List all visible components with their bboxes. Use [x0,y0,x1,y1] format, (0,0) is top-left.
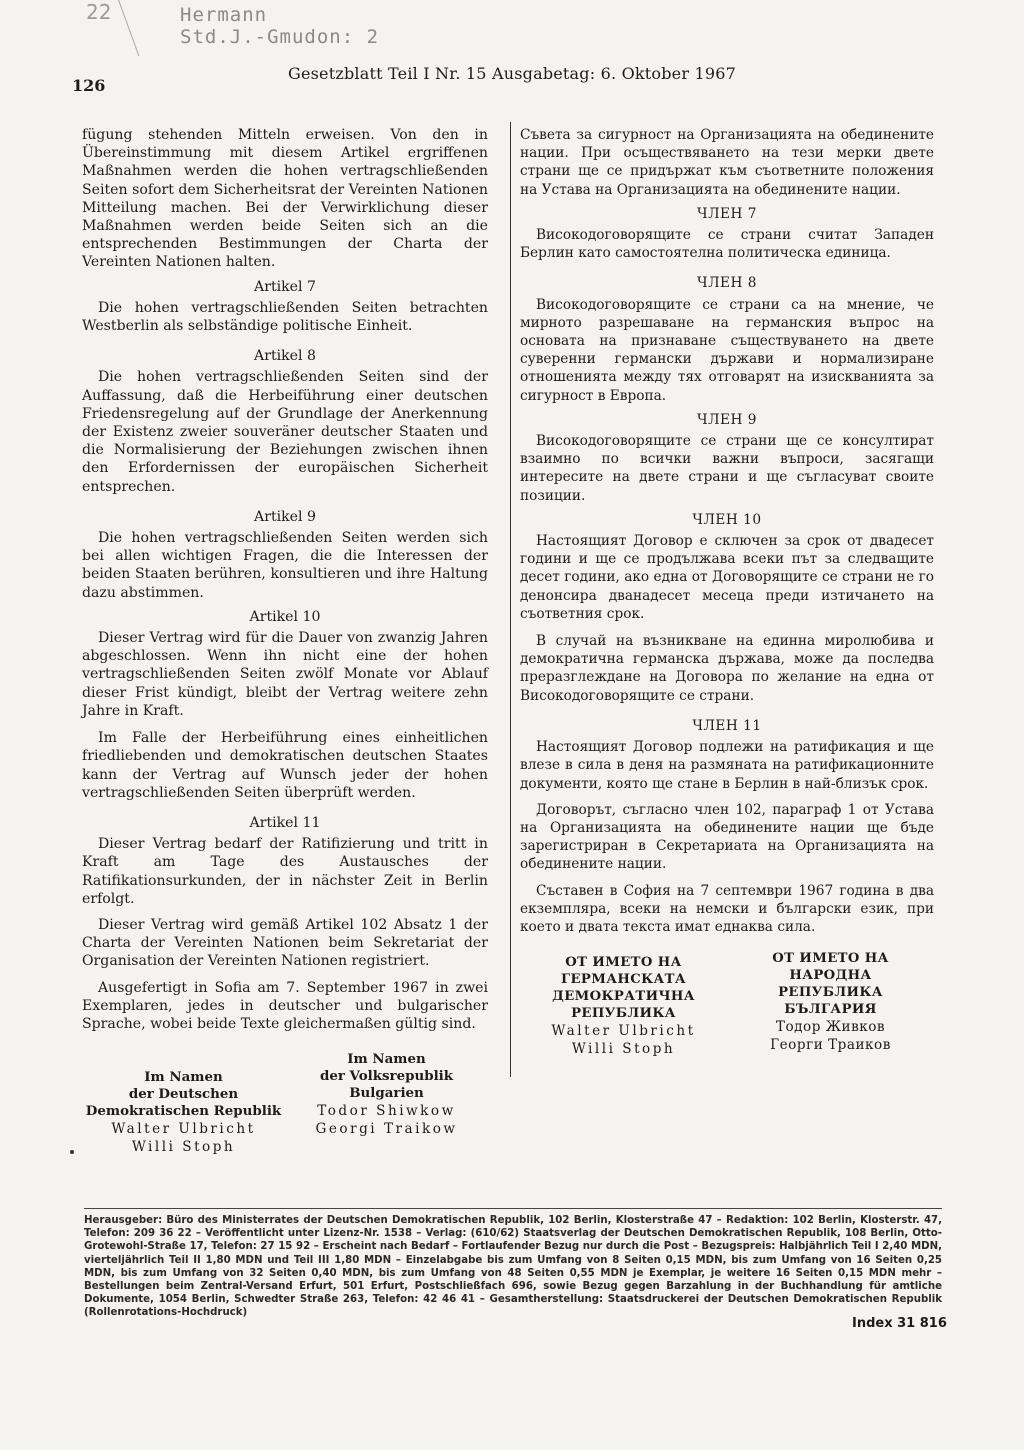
handwritten-corner-number: 22 [86,0,112,24]
handwritten-line-1: Hermann [180,4,268,26]
handwritten-annotation [180,4,379,48]
signature-block [520,950,934,1058]
german-column [82,126,488,1156]
paragraph: В случай на възникване на единна миролюбива и демократична германска държава, може да последва преразглеждане на Договора по желание на една от Високодоговорящите се страни. [520,633,934,704]
signatory-name: Willi Stoph [571,1041,676,1058]
article-heading: Artikel 10 [249,608,321,625]
article-heading: ЧЛЕН 7 [697,205,757,222]
column-divider [510,122,511,1077]
signature-gdr [520,950,727,1058]
paragraph: Съвета за сигурност на Организацията на обединените нации. При осъществяването на тези мерки двете страни ще се придържат към съответните положения на Устава на Организацията на обединените нации. [520,127,934,198]
article-heading: Artikel 7 [254,278,316,295]
signature-heading: Im Namen [347,1051,426,1068]
paragraph: Ausgefertigt in Sofia am 7. September 1967 in zwei Exemplaren, jedes in deutscher und bulgarischer Sprache, wobei beide Texte gleichermaßen gültig sind. [82,979,488,1032]
article-heading: ЧЛЕН 9 [697,411,757,428]
article-heading: Artikel 9 [254,508,316,525]
article-heading: ЧЛЕН 8 [697,275,757,292]
paragraph: Dieser Vertrag wird gemäß Artikel 102 Absatz 1 der Charta der Vereinten Nationen beim Sekretariat der Organisation der Vereinten Nationen registriert. [82,916,488,970]
signatory-name: Willi Stoph [131,1139,236,1156]
signature-block [82,1051,488,1156]
paragraph: Die hohen vertragschließenden Seiten werden sich bei allen wichtigen Fragen, die die Interessen der beiden Staaten berühren, konsultieren und ihre Haltung dazu abstimmen. [82,530,488,601]
signature-heading: ОТ ИМЕТО НА [565,955,682,971]
paragraph: fügung stehenden Mitteln erweisen. Von den in Übereinstimmung mit diesem Artikel ergriffenen Maßnahmen werden die hohen vertragschließenden Seiten sofort dem Sicherheitsrat der Vereinten Nationen Mitteilung machen. Bei der Verwirklichung dieser Maßnahmen werden beide Seiten sich an die entsprechenden Bestimmungen der Charta der Vereinten Nationen halten. [82,127,488,271]
signature-heading: der Volksrepublik [319,1068,454,1085]
signatory-name: Тодор Живков [775,1019,886,1036]
signature-bulgaria [727,950,934,1058]
page-number: 126 [72,76,106,95]
article-heading: Artikel 8 [254,348,316,365]
paragraph: Dieser Vertrag bedarf der Ratifizierung und tritt in Kraft am Tage des Austausches der Ratifikationsurkunden, der in nächster Zeit in Berlin erfolgt. [82,836,488,907]
signatory-name: Walter Ulbricht [111,1121,256,1138]
paragraph: Съставен в София на 7 септември 1967 година в два екземпляра, всеки на немски и български език, при което и двата текста имат еднаква сила. [520,882,934,935]
article-heading: ЧЛЕН 11 [692,717,762,734]
paragraph: Договорът, съгласно член 102, параграф 1 от Устава на Организацията на обединените нации ще бъде зарегистриран в Секретариата на Организацията на обединените нации. [520,801,934,873]
signature-heading: РЕПУБЛИКА [778,985,883,1001]
signature-heading: der Deutschen [128,1086,239,1103]
paragraph: Високодоговорящите се страни считат Западен Берлин като самостоятелна политическа единица. [520,227,934,262]
signature-heading: Bulgarien [349,1085,424,1102]
signature-heading: Im Namen [144,1069,223,1086]
signatory-name: Walter Ulbricht [551,1023,696,1040]
article-heading: Artikel 11 [249,814,321,831]
signature-heading: Demokratischen Republik [85,1103,282,1120]
paragraph: Настоящият Договор е сключен за срок от двадесет години и ще се продължава всеки път за следващите десет години, ако една от Договорящите се страни не го денонсира дванадесет месеца преди изтичането на съответния срок. [520,533,934,622]
paragraph: Високодоговорящите се страни ще се консултират взаимно по всички важни въпроси, засягащи интересите на двете страни и ще съгласуват своите позиции. [520,433,934,504]
signature-heading: БЪЛГАРИЯ [784,1002,877,1018]
index-number: Index 31 816 [852,1316,947,1331]
signatory-name: Georgi Traikow [315,1121,458,1138]
signature-heading: ОТ ИМЕТО НА [772,951,889,967]
signature-heading: НАРОДНА [789,968,872,984]
signature-heading: ДЕМОКРАТИЧНА [552,989,695,1005]
pencil-stroke [118,0,139,56]
imprint-rule [84,1208,942,1209]
paragraph: Dieser Vertrag wird für die Dauer von zwanzig Jahren abgeschlossen. Wenn ihn nicht eine der hohen vertragschließenden Seiten zwölf Monate vor Ablauf dieser Frist kündigt, bleibt der Vertrag weitere zehn Jahre in Kraft. [82,630,488,719]
article-heading: ЧЛЕН 10 [692,511,762,528]
bulgarian-column [520,126,934,1058]
stray-dot [70,1150,74,1154]
handwritten-line-2: Std.J.-Gmudon: 2 [180,26,380,48]
paragraph: Високодоговорящите се страни са на мнение, че мирното разрешаване на германския въпрос на основата на признаване съществуването на двете суверенни германски държави и нормализиране отношенията между тях отговарят на изискванията за сигурност в Европа. [520,296,934,404]
publisher-imprint: Herausgeber: Büro des Ministerrates der Deutschen Demokratischen Republik, 102 Berlin, Klosterstraße 47 – Redaktion: 102 Berlin, Klosterstr. 47, Telefon: 209 36 22 – Veröffentlicht unter Lizenz-Nr. 1538 – Verlag: (610/62) Staatsverlag der Deutschen Demokratischen Republik, 108 Berlin, Otto-Grotewohl-Straße 17, Telefon: 27 15 92 – Erscheint nach Bedarf – Fortlaufender Bezug nur durch die Post – Bezugspreis: Halbjährlich Teil I 2,40 MDN, vierteljährlich Teil II 1,80 MDN und Teil III 1,80 MDN – Einzelabgabe bis zum Umfang von 8 Seiten 0,15 MDN, bis zum Umfang von 16 Seiten 0,25 MDN, bis zum Umfang von 32 Seiten 0,40 MDN, bis zum Umfang von 48 Seiten 0,55 MDN je Exemplar, je weitere 16 Seiten 0,15 MDN mehr – Bestellungen beim Zentral-Versand Erfurt, 501 Erfurt, Postschließfach 696, sowie Bezug gegen Barzahlung in der Buchhandlung für amtliche Dokumente, 1054 Berlin, Schwedter Straße 263, Telefon: 42 46 41 – Gesamtherstellung: Staatsdruckerei der Deutschen Demokratischen Republik (Rollenrotations-Hochdruck) [84,1215,942,1319]
paragraph: Настоящият Договор подлежи на ратификация и ще влезе в сила в деня на размяната на ратификационните документи, която ще стане в Берлин в най-близък срок. [520,739,934,792]
paragraph: Die hohen vertragschließenden Seiten sind der Auffassung, daß die Herbeiführung einer deutschen Friedensregelung auf der Grundlage der Anerkennung der Existenz zweier souveräner deutscher Staaten und die Normalisierung der Beziehungen zwischen ihnen den Erfordernissen der europäischen Sicherheit entsprechen. [82,369,488,495]
running-head: Gesetzblatt Teil I Nr. 15 Ausgabetag: 6. Oktober 1967 [288,64,737,83]
signature-gdr [82,1051,285,1156]
signatory-name: Todor Shiwkow [317,1103,456,1120]
signature-heading: РЕПУБЛИКА [571,1006,676,1022]
signatory-name: Георги Траиков [770,1037,891,1054]
paragraph: Die hohen vertragschließenden Seiten betrachten Westberlin als selbständige politische Einheit. [82,299,488,335]
paragraph: Im Falle der Herbeiführung eines einheitlichen friedliebenden und demokratischen deutschen Staates kann der Vertrag auf Wunsch jeder der hohen vertragschließenden Seiten überprüft werden. [82,730,488,801]
signature-bulgaria [285,1051,488,1156]
signature-heading: ГЕРМАНСКАТА [560,972,687,988]
